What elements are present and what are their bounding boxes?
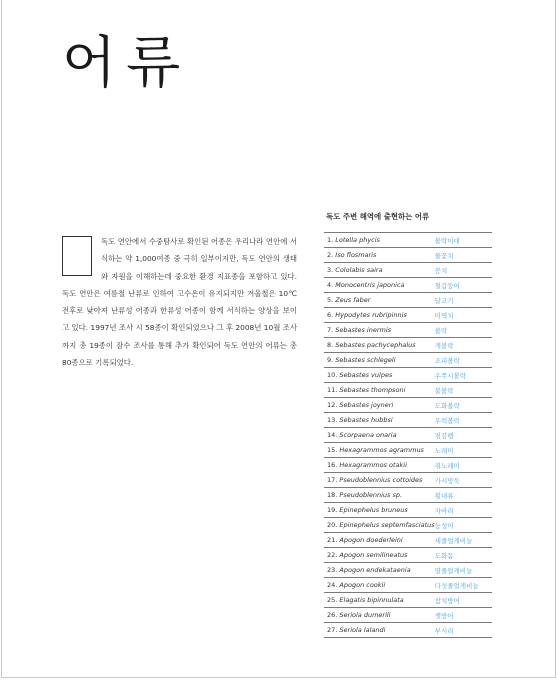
row-number: 5.	[327, 296, 334, 304]
row-number: 6.	[327, 311, 334, 319]
korean-name-cell: 조피볼락	[434, 356, 460, 365]
page-title: 어류	[62, 31, 191, 96]
korean-name-cell: 참치방어	[434, 596, 460, 605]
row-number: 19.	[327, 506, 338, 514]
row-number: 1.	[327, 236, 334, 244]
scientific-name-cell	[324, 563, 435, 578]
row-number: 9.	[327, 356, 334, 364]
scientific-name: Iso flosmaris	[335, 251, 377, 259]
table-row	[324, 233, 492, 248]
table-row	[324, 308, 492, 323]
scientific-name: Apogon cookii	[339, 581, 386, 589]
scientific-name-cell	[324, 548, 435, 563]
row-number: 11.	[327, 386, 338, 394]
scientific-name-cell	[324, 518, 435, 533]
table-row	[324, 293, 492, 308]
table-row	[324, 278, 492, 293]
korean-name-cell: 가시망둑	[434, 476, 460, 485]
table-row	[324, 533, 492, 548]
row-number: 3.	[327, 266, 334, 274]
row-number: 25.	[327, 596, 338, 604]
korean-name-cell: 노래미	[434, 446, 454, 455]
scientific-name-cell	[324, 368, 435, 383]
row-number: 27.	[327, 626, 338, 634]
table-row	[324, 608, 492, 623]
korean-name-cell: 철갑둥어	[434, 281, 460, 290]
table-row	[324, 368, 492, 383]
scientific-name-cell	[324, 353, 435, 368]
table-row	[324, 413, 492, 428]
scientific-name: Sebastes schlegeli	[335, 356, 396, 364]
row-number: 20.	[327, 521, 338, 529]
korean-name-cell: 도화볼락	[434, 401, 460, 410]
scientific-name: Scorpaena onaria	[339, 431, 397, 439]
scientific-name: Seriola dumerili	[339, 611, 391, 619]
scientific-name-cell	[324, 233, 435, 248]
scientific-name: Pseudoblennius cottoides	[339, 476, 423, 484]
row-number: 12.	[327, 401, 338, 409]
table-row	[324, 503, 492, 518]
korean-name-cell: 미역치	[434, 311, 454, 320]
korean-name-cell: 볼락이대	[434, 236, 460, 245]
row-number: 17.	[327, 476, 338, 484]
korean-name-cell: 잿방어	[434, 611, 454, 620]
korean-name-cell: 횟대류	[434, 491, 454, 500]
scientific-name: Hexagrammos agrammus	[339, 446, 424, 454]
scientific-name-cell	[324, 503, 435, 518]
scientific-name-cell	[324, 413, 435, 428]
korean-name-cell: 도화돔	[434, 551, 454, 560]
row-number: 7.	[327, 326, 334, 334]
table-row	[324, 563, 492, 578]
scientific-name-cell	[324, 428, 435, 443]
scientific-name: Sebastes vulpes	[339, 371, 393, 379]
korean-name-cell: 다섯줄얼게비늘	[434, 581, 479, 590]
scientific-name-cell	[324, 578, 435, 593]
table-row	[324, 428, 492, 443]
table-title: 독도 주변 해역에 출현하는 어류	[326, 212, 430, 221]
scientific-name: Monocentris japonica	[335, 281, 405, 289]
scientific-name: Epinephelus bruneus	[339, 506, 408, 514]
row-number: 15.	[327, 446, 338, 454]
row-number: 21.	[327, 536, 338, 544]
korean-name-cell: 점감펭	[434, 431, 454, 440]
row-number: 26.	[327, 611, 338, 619]
korean-name-cell: 불볼락	[434, 386, 454, 395]
scientific-name-cell	[324, 458, 435, 473]
scientific-name: Hexagrammos otakii	[339, 461, 407, 469]
scientific-name-cell	[324, 593, 435, 608]
korean-name-cell: 부시리	[434, 626, 454, 635]
table-row	[324, 593, 492, 608]
korean-name-cell: 물꽃치	[434, 251, 454, 260]
scientific-name-cell	[324, 278, 435, 293]
scientific-name: Epinephelus septemfasciatus	[339, 521, 435, 529]
scientific-name: Sebastes hubbsi	[339, 416, 393, 424]
table-row	[324, 398, 492, 413]
row-number: 10.	[327, 371, 338, 379]
table-row	[324, 458, 492, 473]
table-row	[324, 473, 492, 488]
scientific-name-cell	[324, 473, 435, 488]
scientific-name-cell	[324, 398, 435, 413]
scientific-name-cell	[324, 623, 435, 638]
row-number: 16.	[327, 461, 338, 469]
korean-name-cell: 개볼락	[434, 341, 454, 350]
korean-name-cell: 우쭈시볼락	[434, 371, 467, 380]
korean-name-cell: 세줄얼게비늘	[434, 536, 473, 545]
row-number: 22.	[327, 551, 338, 559]
scientific-name: Pseudoblennius sp.	[339, 491, 403, 499]
table-row	[324, 623, 492, 638]
korean-name-cell: 꽁치	[434, 266, 448, 275]
table-row	[324, 578, 492, 593]
scientific-name: Seriola lalandi	[339, 626, 386, 634]
scientific-name: Zeus faber	[335, 296, 371, 304]
scientific-name: Cololabis saira	[335, 266, 383, 274]
scientific-name: Apogon endekataenia	[339, 566, 411, 574]
row-number: 14.	[327, 431, 338, 439]
scientific-name: Sebastes pachycephalus	[335, 341, 416, 349]
scientific-name-cell	[324, 608, 435, 623]
scientific-name: Apogon semilineatus	[339, 551, 408, 559]
table-row	[324, 338, 492, 353]
row-number: 4.	[327, 281, 334, 289]
korean-name-cell: 쥐노래미	[434, 461, 460, 470]
scientific-name: Sebastes joyneri	[339, 401, 394, 409]
scientific-name-cell	[324, 308, 435, 323]
scientific-name-cell	[324, 533, 435, 548]
scientific-name-cell	[324, 338, 435, 353]
fish-species-table	[324, 232, 492, 638]
drop-cap-box	[62, 236, 92, 276]
scientific-name-cell	[324, 263, 435, 278]
row-number: 23.	[327, 566, 338, 574]
korean-name-cell: 볼락	[434, 326, 448, 335]
row-number: 8.	[327, 341, 334, 349]
scientific-name-cell	[324, 248, 435, 263]
korean-name-cell: 열줄얼게비늘	[434, 566, 473, 575]
table-row	[324, 323, 492, 338]
scientific-name-cell	[324, 443, 435, 458]
body-paragraph: 독도 연안에서 수중탐사로 확인된 어종은 우리나라 연안에 서식하는 약 1,000여종 중 극히 일부이지만, 독도 연안의 생태와 자원을 이해하는데 중요한 환경 지표종을 포함하고 있다. 독도 연안은 여름철 난류로 인하여 고수온이 유지되지만 겨울철은 10℃전후로 낮아져 난류성 어종과 한류성 어종이 함께 서식하는 양상을 보이고 있다. 1997년 조사 시 58종이 확인되었으나 그 후 2008년 10월 조사까지 총 19종이 잠수 조사를 통해 추가 확인되어 독도 연안의 어류는 총 80종으로 기록되었다.	[62, 237, 297, 368]
table-row	[324, 353, 492, 368]
korean-name-cell: 능성어	[434, 521, 454, 530]
korean-name-cell: 자바리	[434, 506, 454, 515]
table-row	[324, 383, 492, 398]
table-row	[324, 443, 492, 458]
row-number: 2.	[327, 251, 334, 259]
row-number: 24.	[327, 581, 338, 589]
scientific-name-cell	[324, 488, 435, 503]
table-row	[324, 518, 492, 533]
row-number: 18.	[327, 491, 338, 499]
scientific-name: Sebastes thompsoni	[339, 386, 406, 394]
table-row	[324, 263, 492, 278]
scientific-name-cell	[324, 293, 435, 308]
table-row	[324, 248, 492, 263]
korean-name-cell: 우럭볼락	[434, 416, 460, 425]
scientific-name: Apogon doederleini	[339, 536, 403, 544]
scientific-name: Elagatis bipinnulata	[339, 596, 404, 604]
scientific-name: Sebastes inermis	[335, 326, 392, 334]
scientific-name-cell	[324, 323, 435, 338]
table-row	[324, 488, 492, 503]
body-paragraph-block	[62, 233, 297, 371]
scientific-name: Hypodytes rubripinnis	[335, 311, 407, 319]
row-number: 13.	[327, 416, 338, 424]
scientific-name-cell	[324, 383, 435, 398]
scientific-name: Lotella phycis	[335, 236, 380, 244]
korean-name-cell: 달고기	[434, 296, 454, 305]
table-row	[324, 548, 492, 563]
